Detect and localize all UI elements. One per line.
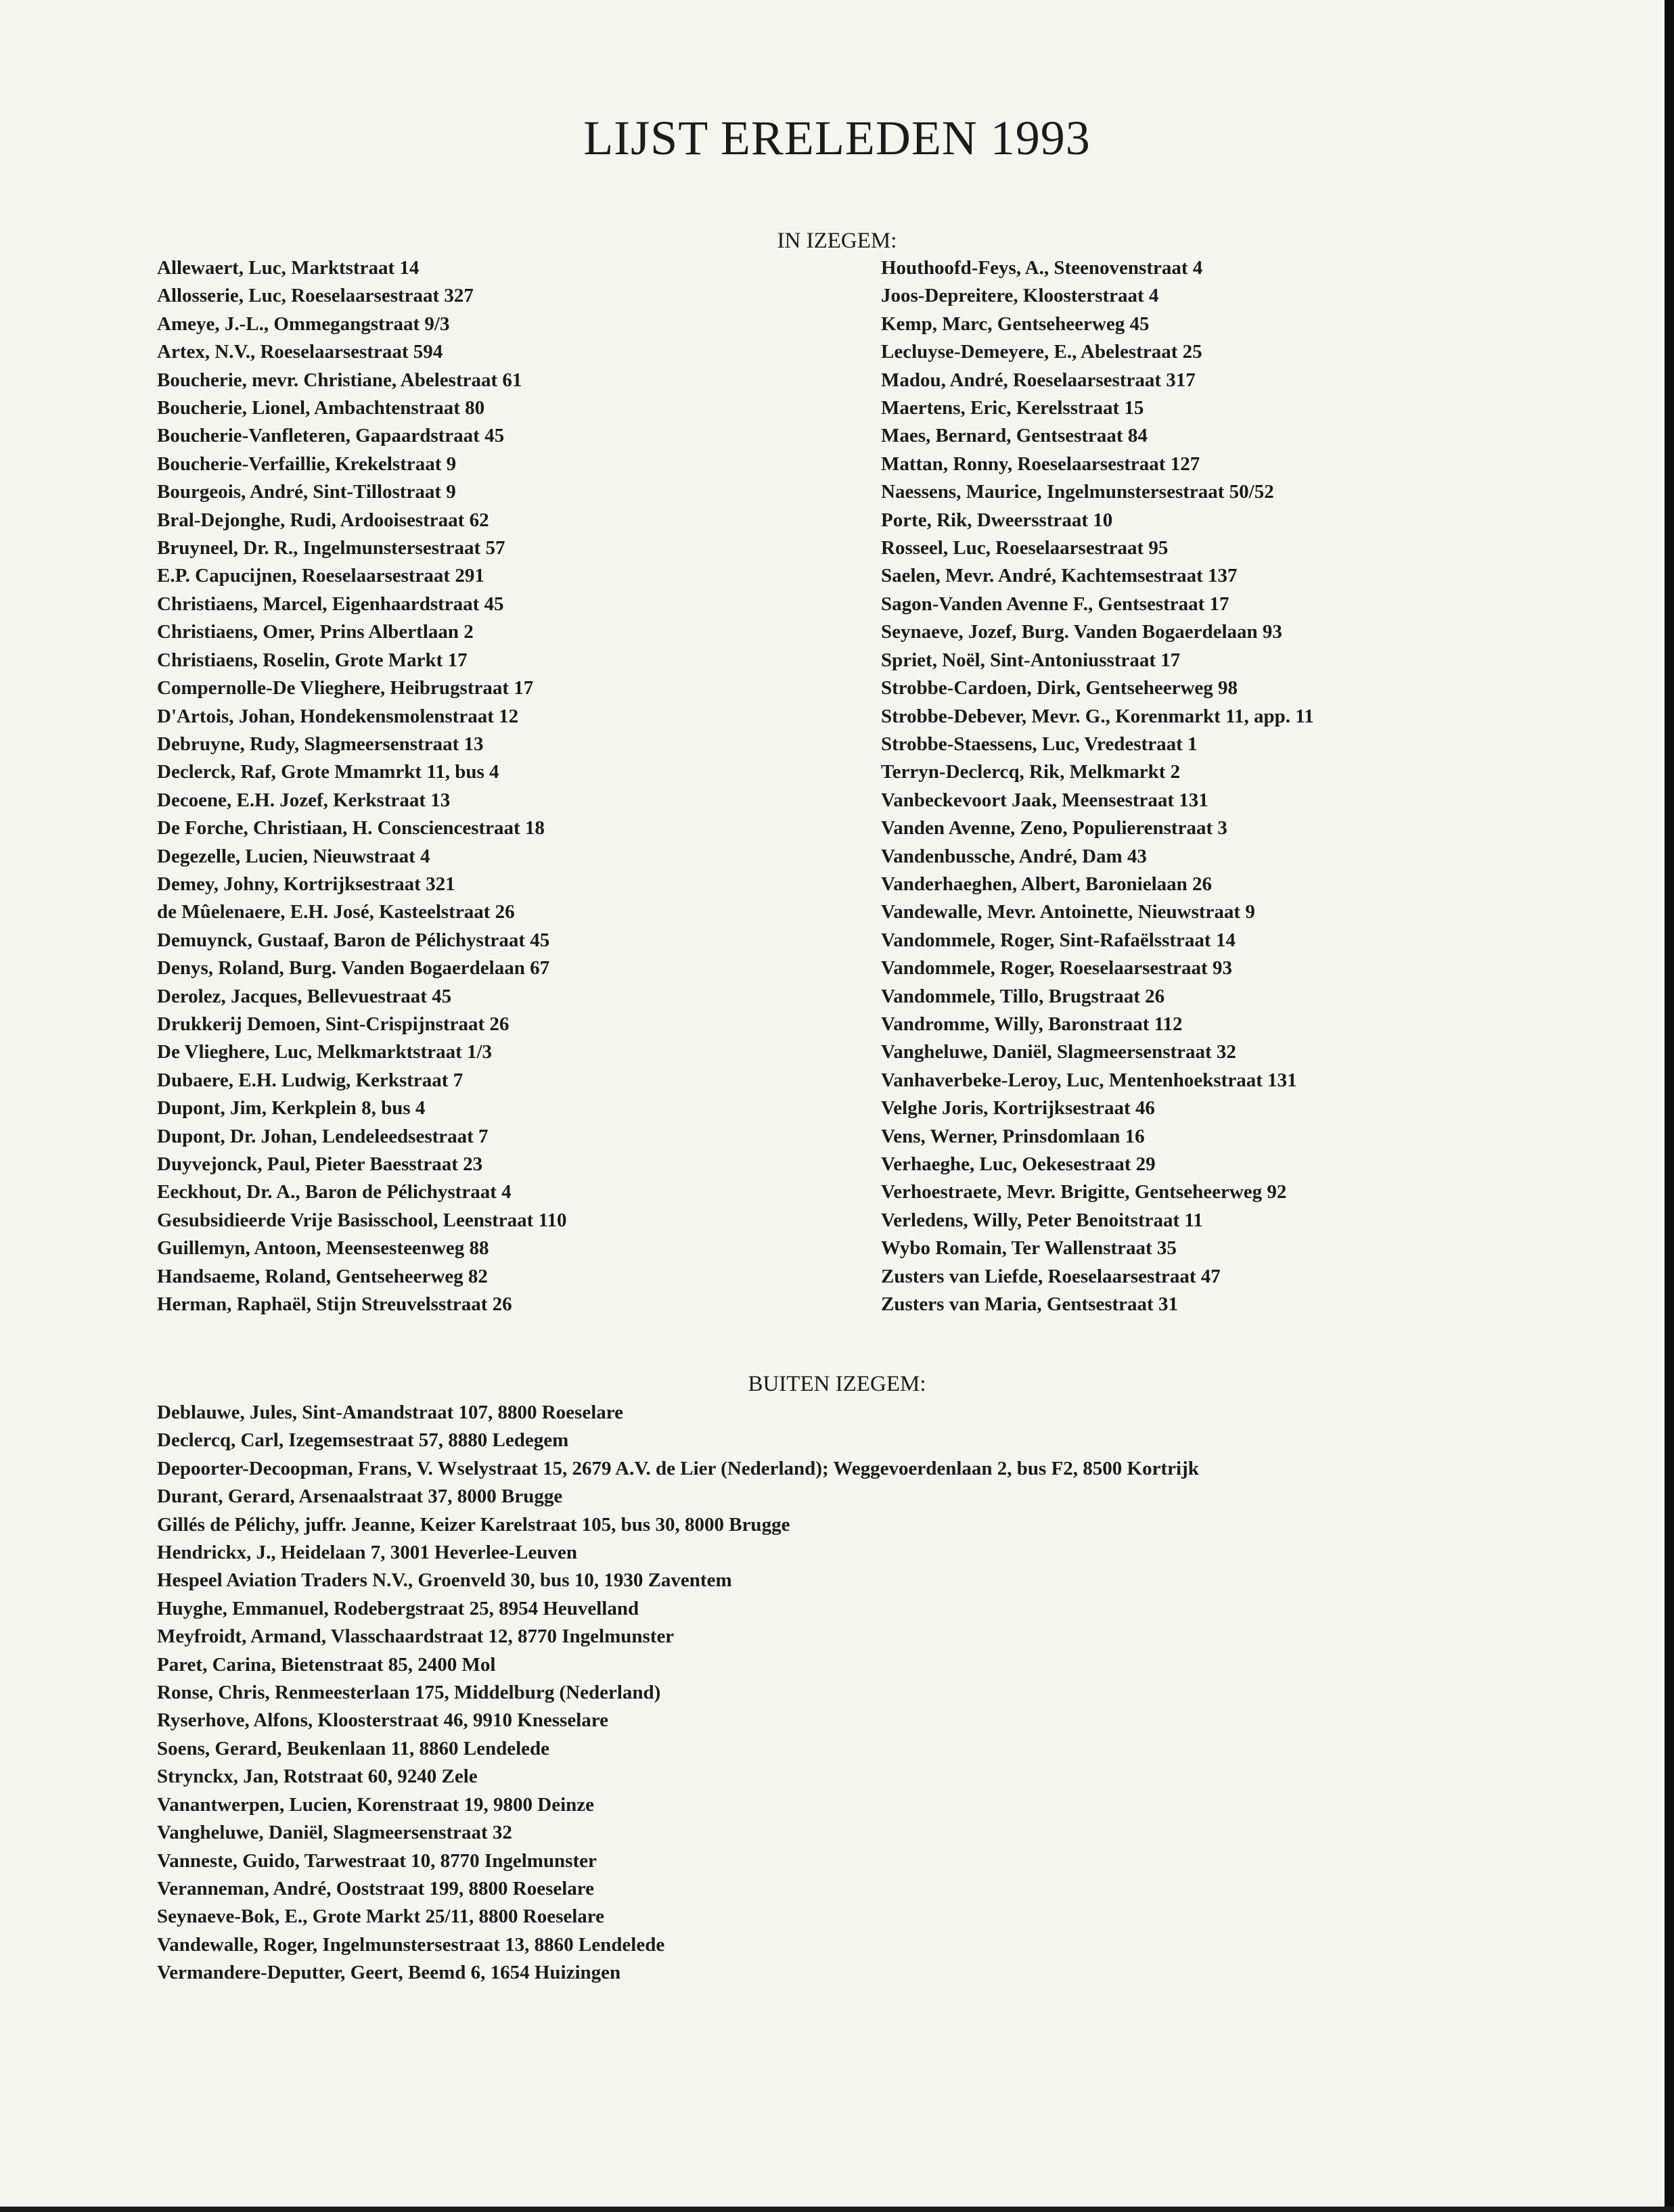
- member-entry: Porte, Rik, Dweersstraat 10: [881, 509, 1113, 531]
- member-entry: Decoene, E.H. Jozef, Kerkstraat 13: [157, 789, 451, 811]
- member-entry: Vangheluwe, Daniël, Slagmeersenstraat 32: [881, 1041, 1236, 1063]
- member-entry: Christiaens, Roselin, Grote Markt 17: [157, 649, 468, 671]
- member-entry: Demey, Johny, Kortrijksestraat 321: [157, 873, 455, 895]
- member-entry: Hendrickx, J., Heidelaan 7, 3001 Heverlee-Leuven: [157, 1542, 578, 1564]
- scan-edge-right: [1665, 0, 1674, 2212]
- member-entry: Boucherie, Lionel, Ambachtenstraat 80: [157, 397, 485, 419]
- member-entry: Terryn-Declercq, Rik, Melkmarkt 2: [881, 761, 1181, 783]
- member-entry: Seynaeve, Jozef, Burg. Vanden Bogaerdelaan 93: [881, 621, 1282, 643]
- member-entry: Vandenbussche, André, Dam 43: [881, 845, 1147, 867]
- member-entry: Depoorter-Decoopman, Frans, V. Wselystraat 15, 2679 A.V. de Lier (Nederland); Weggevoerdenlaan 2, bus F2, 8500 Kortrijk: [157, 1457, 1199, 1479]
- member-entry: Strobbe-Cardoen, Dirk, Gentseheerweg 98: [881, 677, 1238, 699]
- members-list-izegem-right: [881, 254, 1314, 1318]
- member-entry: Vandewalle, Mevr. Antoinette, Nieuwstraat 9: [881, 901, 1255, 923]
- member-entry: Debruyne, Rudy, Slagmeersenstraat 13: [157, 733, 484, 755]
- member-entry: Vandommele, Tillo, Brugstraat 26: [881, 985, 1165, 1007]
- member-entry: Dupont, Jim, Kerkplein 8, bus 4: [157, 1097, 426, 1120]
- member-entry: Gesubsidieerde Vrije Basisschool, Leenstraat 110: [157, 1209, 567, 1231]
- member-entry: Bral-Dejonghe, Rudi, Ardooisestraat 62: [157, 509, 489, 531]
- member-entry: Ronse, Chris, Renmeesterlaan 175, Middelburg (Nederland): [157, 1682, 661, 1704]
- member-entry: Vanden Avenne, Zeno, Populierenstraat 3: [881, 817, 1227, 839]
- member-entry: Vens, Werner, Prinsdomlaan 16: [881, 1125, 1145, 1147]
- member-entry: Compernolle-De Vlieghere, Heibrugstraat 17: [157, 677, 534, 699]
- member-entry: Spriet, Noël, Sint-Antoniusstraat 17: [881, 649, 1181, 671]
- members-list-izegem-left: [157, 254, 567, 1318]
- member-entry: Drukkerij Demoen, Sint-Crispijnstraat 26: [157, 1013, 510, 1035]
- member-entry: Lecluyse-Demeyere, E., Abelestraat 25: [881, 341, 1202, 363]
- member-entry: Zusters van Liefde, Roeselaarsestraat 47: [881, 1265, 1221, 1287]
- member-entry: Boucherie, mevr. Christiane, Abelestraat 61: [157, 369, 522, 391]
- member-entry: Naessens, Maurice, Ingelmunstersestraat 50/52: [881, 481, 1274, 503]
- member-entry: Degezelle, Lucien, Nieuwstraat 4: [157, 845, 430, 867]
- member-entry: Eeckhout, Dr. A., Baron de Pélichystraat 4: [157, 1181, 512, 1203]
- member-entry: Bruyneel, Dr. R., Ingelmunstersestraat 57: [157, 537, 505, 559]
- member-entry: Vangheluwe, Daniël, Slagmeersenstraat 32: [157, 1822, 512, 1844]
- member-entry: Christiaens, Omer, Prins Albertlaan 2: [157, 621, 474, 643]
- member-entry: Huyghe, Emmanuel, Rodebergstraat 25, 8954 Heuvelland: [157, 1597, 639, 1619]
- member-entry: Vanderhaeghen, Albert, Baronielaan 26: [881, 873, 1213, 895]
- member-entry: Kemp, Marc, Gentseheerweg 45: [881, 313, 1150, 335]
- member-entry: Vandommele, Roger, Roeselaarsestraat 93: [881, 957, 1232, 980]
- member-entry: Ameye, J.-L., Ommegangstraat 9/3: [157, 313, 450, 335]
- member-entry: Deblauwe, Jules, Sint-Amandstraat 107, 8800 Roeselare: [157, 1402, 623, 1423]
- member-entry: Artex, N.V., Roeselaarsestraat 594: [157, 341, 443, 363]
- member-entry: Hespeel Aviation Traders N.V., Groenveld 30, bus 10, 1930 Zaventem: [157, 1569, 732, 1592]
- member-entry: Seynaeve-Bok, E., Grote Markt 25/11, 8800 Roeselare: [157, 1906, 605, 1928]
- member-entry: De Vlieghere, Luc, Melkmarktstraat 1/3: [157, 1041, 493, 1063]
- member-entry: Maertens, Eric, Kerelsstraat 15: [881, 397, 1144, 419]
- member-entry: Zusters van Maria, Gentsestraat 31: [881, 1293, 1178, 1316]
- member-entry: Boucherie-Verfaillie, Krekelstraat 9: [157, 453, 457, 475]
- member-entry: Boucherie-Vanfleteren, Gapaardstraat 45: [157, 425, 505, 447]
- member-entry: Bourgeois, André, Sint-Tillostraat 9: [157, 481, 456, 503]
- member-entry: De Forche, Christiaan, H. Consciencestraat 18: [157, 817, 545, 839]
- member-entry: Vanneste, Guido, Tarwestraat 10, 8770 Ingelmunster: [157, 1849, 597, 1872]
- member-entry: Declercq, Carl, Izegemsestraat 57, 8880 Ledegem: [157, 1429, 569, 1452]
- member-entry: Allosserie, Luc, Roeselaarsestraat 327: [157, 285, 474, 307]
- scan-edge-bottom: [0, 2207, 1674, 2212]
- members-list-buiten: [157, 1399, 1199, 1987]
- member-entry: Handsaeme, Roland, Gentseheerweg 82: [157, 1265, 488, 1287]
- member-entry: Vanhaverbeke-Leroy, Luc, Mentenhoekstraat 131: [881, 1069, 1297, 1091]
- member-entry: Joos-Depreitere, Kloosterstraat 4: [881, 285, 1159, 307]
- member-entry: Verhaeghe, Luc, Oekesestraat 29: [881, 1153, 1156, 1175]
- member-entry: Meyfroidt, Armand, Vlasschaardstraat 12, 8770 Ingelmunster: [157, 1626, 675, 1648]
- member-entry: Guillemyn, Antoon, Meensesteenweg 88: [157, 1237, 489, 1260]
- member-entry: Christiaens, Marcel, Eigenhaardstraat 45: [157, 593, 504, 615]
- member-entry: Paret, Carina, Bietenstraat 85, 2400 Mol: [157, 1653, 496, 1676]
- member-entry: Demuynck, Gustaaf, Baron de Pélichystraat 45: [157, 929, 550, 951]
- member-entry: Declerck, Raf, Grote Mmamrkt 11, bus 4: [157, 761, 499, 783]
- member-entry: D'Artois, Johan, Hondekensmolenstraat 12: [157, 705, 519, 727]
- member-entry: Vandommele, Roger, Sint-Rafaëlsstraat 14: [881, 929, 1236, 951]
- member-entry: Vandromme, Willy, Baronstraat 112: [881, 1013, 1183, 1035]
- member-entry: Rosseel, Luc, Roeselaarsestraat 95: [881, 537, 1169, 559]
- member-entry: Veranneman, André, Ooststraat 199, 8800 Roeselare: [157, 1877, 595, 1899]
- member-entry: Vanantwerpen, Lucien, Korenstraat 19, 9800 Deinze: [157, 1793, 595, 1816]
- member-entry: Strobbe-Staessens, Luc, Vredestraat 1: [881, 733, 1198, 755]
- member-entry: Gillés de Pélichy, juffr. Jeanne, Keizer Karelstraat 105, bus 30, 8000 Brugge: [157, 1513, 790, 1536]
- section-heading-buiten: BUITEN IZEGEM:: [748, 1372, 926, 1396]
- member-entry: Herman, Raphaël, Stijn Streuvelsstraat 26: [157, 1293, 512, 1316]
- member-entry: Soens, Gerard, Beukenlaan 11, 8860 Lendelede: [157, 1737, 550, 1759]
- member-entry: Madou, André, Roeselaarsestraat 317: [881, 369, 1196, 391]
- member-entry: Vandewalle, Roger, Ingelmunstersestraat 13, 8860 Lendelede: [157, 1933, 665, 1956]
- member-entry: Houthoofd-Feys, A., Steenovenstraat 4: [881, 257, 1203, 279]
- member-entry: Denys, Roland, Burg. Vanden Bogaerdelaan 67: [157, 957, 550, 980]
- member-entry: Dubaere, E.H. Ludwig, Kerkstraat 7: [157, 1069, 463, 1091]
- member-entry: Ryserhove, Alfons, Kloosterstraat 46, 9910 Knesselare: [157, 1709, 608, 1732]
- member-entry: Allewaert, Luc, Marktstraat 14: [157, 257, 420, 279]
- member-entry: Dupont, Dr. Johan, Lendeleedsestraat 7: [157, 1125, 489, 1147]
- member-entry: Vermandere-Deputter, Geert, Beemd 6, 1654 Huizingen: [157, 1962, 621, 1984]
- member-entry: Strynckx, Jan, Rotstraat 60, 9240 Zele: [157, 1766, 478, 1788]
- member-entry: Wybo Romain, Ter Wallenstraat 35: [881, 1237, 1177, 1260]
- member-entry: Velghe Joris, Kortrijksestraat 46: [881, 1097, 1155, 1120]
- member-entry: Sagon-Vanden Avenne F., Gentsestraat 17: [881, 593, 1229, 615]
- member-entry: Vanbeckevoort Jaak, Meensestraat 131: [881, 789, 1208, 811]
- member-entry: Derolez, Jacques, Bellevuestraat 45: [157, 985, 452, 1007]
- member-entry: Mattan, Ronny, Roeselaarsestraat 127: [881, 453, 1200, 475]
- member-entry: Verhoestraete, Mevr. Brigitte, Gentseheerweg 92: [881, 1181, 1287, 1203]
- page-title: LIJST ERELEDEN 1993: [583, 111, 1091, 165]
- section-heading-izegem: IN IZEGEM:: [777, 229, 897, 253]
- member-entry: Duyvejonck, Paul, Pieter Baesstraat 23: [157, 1153, 483, 1175]
- member-entry: Strobbe-Debever, Mevr. G., Korenmarkt 11, app. 11: [881, 705, 1314, 727]
- member-entry: Maes, Bernard, Gentsestraat 84: [881, 425, 1148, 447]
- member-entry: E.P. Capucijnen, Roeselaarsestraat 291: [157, 565, 484, 587]
- member-entry: Durant, Gerard, Arsenaalstraat 37, 8000 Brugge: [157, 1485, 563, 1508]
- member-entry: Verledens, Willy, Peter Benoitstraat 11: [881, 1209, 1203, 1231]
- member-entry: de Mûelenaere, E.H. José, Kasteelstraat 26: [157, 901, 515, 923]
- member-entry: Saelen, Mevr. André, Kachtemsestraat 137: [881, 565, 1238, 587]
